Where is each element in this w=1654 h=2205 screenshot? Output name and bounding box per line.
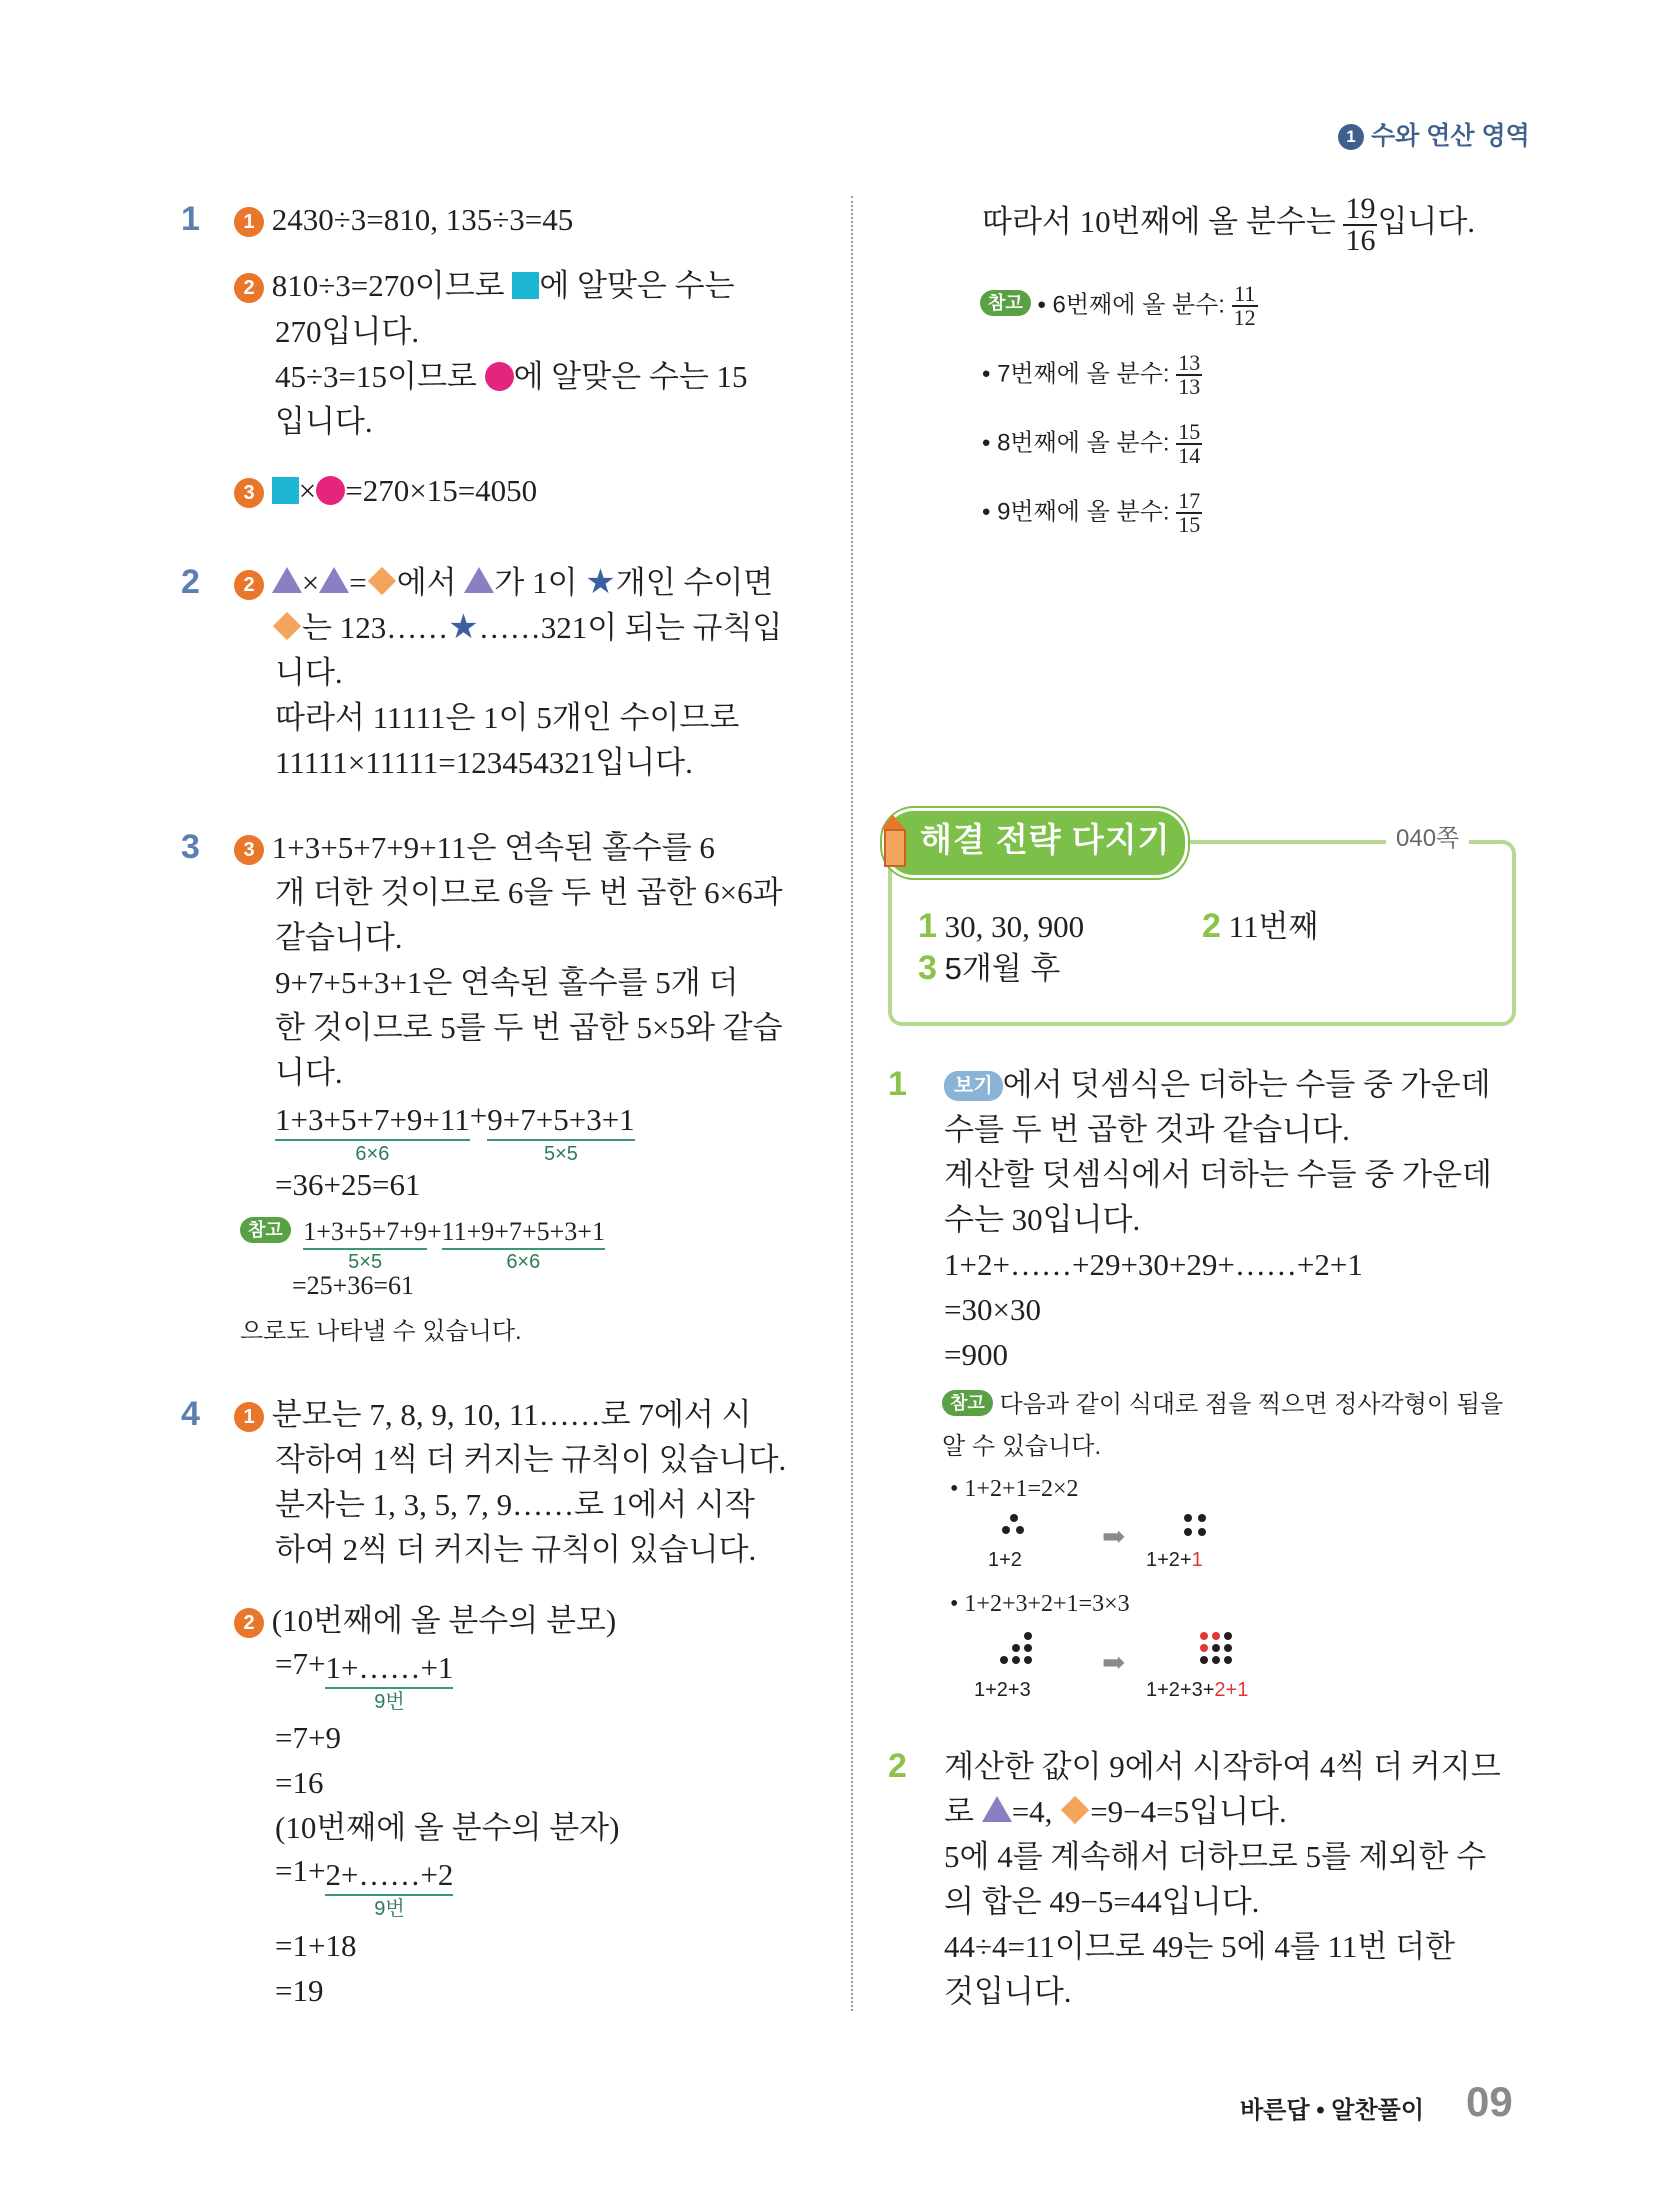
q4-l2-prefix: =7+ <box>275 1646 326 1681</box>
note-fraction <box>1176 352 1202 398</box>
example-badge: 보기 <box>944 1071 1003 1101</box>
step-circle-2: 2 <box>234 273 264 303</box>
conclusion-text-b: 입니다. <box>1377 204 1476 240</box>
q4-step2-line4: =16 <box>275 1765 324 1800</box>
right-question-number-2: 2 <box>888 1747 907 1785</box>
q3-line3: 같습니다. <box>275 920 403 955</box>
q4-s2-l1-text: (10번째에 올 분수의 분모) <box>271 1603 617 1638</box>
note-fraction <box>1176 490 1202 536</box>
question-number-4: 4 <box>181 1395 200 1433</box>
dot-diagram-2-right <box>1198 1630 1238 1670</box>
q1-s2-text-a: 810÷3=270이므로 <box>271 268 513 303</box>
right-note-item-6 <box>980 283 1258 329</box>
column-divider <box>851 196 853 2011</box>
underlined-group-b: 9+7+5+3+1 <box>487 1101 634 1141</box>
note-badge: 참고 <box>942 1390 993 1416</box>
dot-label-black: 1+2+3+ <box>1146 1679 1215 1701</box>
q4-step2-line5: (10번째에 올 분수의 분자) <box>275 1810 620 1845</box>
fraction-numerator: 11 <box>1232 283 1258 307</box>
step-circle-1: 1 <box>234 1402 264 1432</box>
r1-note-line1 <box>942 1385 1503 1425</box>
section-title: 수와 연산 영역 <box>1370 122 1530 150</box>
r1-line2: 수를 두 번 곱한 것과 같습니다. <box>944 1112 1350 1147</box>
fraction-denominator: 12 <box>1233 305 1256 330</box>
q2-line4: 따라서 11111은 1이 5개인 수이므로 <box>275 700 740 735</box>
q1-s3-text: =270×15=4050 <box>345 473 538 508</box>
fraction-denominator: 14 <box>1178 443 1201 468</box>
q4-step1-line1 <box>234 1392 751 1437</box>
underlined-repeat-2: 2+……+2 <box>325 1856 453 1896</box>
r2-line3: 5에 4를 계속해서 더하므로 5를 제외한 수 <box>944 1839 1487 1874</box>
q3-note-end: 으로도 나타낼 수 있습니다. <box>240 1318 522 1345</box>
question-number-3: 3 <box>181 828 200 866</box>
fraction-numerator: 19 <box>1345 192 1376 225</box>
q2-l2-a: 는 123…… <box>302 610 449 645</box>
q4-step2-line2 <box>275 1645 453 1714</box>
r2-line1: 계산한 값이 9에서 시작하여 4씩 더 커지므 <box>944 1749 1501 1784</box>
answer-text: 11번째 <box>1228 909 1319 944</box>
arrow-right-icon: ➡ <box>1102 1648 1126 1679</box>
q2-line1 <box>234 560 773 605</box>
dot-label-1-right <box>1146 1548 1203 1572</box>
dot-label-black: 1+2+ <box>1146 1549 1192 1571</box>
dot-label-2-right <box>1146 1678 1248 1702</box>
note-group-a-sub: 5×5 <box>348 1251 383 1273</box>
dot-label-2-left: 1+2+3 <box>974 1679 1031 1701</box>
right-note-item-9 <box>982 490 1202 536</box>
q2-text-c: 에서 <box>396 565 465 600</box>
page-number: 09 <box>1466 2078 1513 2125</box>
fraction-denominator: 13 <box>1178 374 1201 399</box>
blue-star-icon: ★ <box>585 564 616 601</box>
purple-triangle-icon <box>464 567 494 593</box>
q3-line5: 한 것이므로 5를 두 번 곱한 5×5와 같습 <box>275 1010 783 1045</box>
q4-step1-line4: 하여 2씩 더 커지는 규칙이 있습니다. <box>275 1532 757 1567</box>
right-question-number-1: 1 <box>888 1065 907 1103</box>
cyan-square-icon <box>512 272 539 299</box>
orange-diamond-icon <box>368 567 396 595</box>
strategy-title: 해결 전략 다지기 <box>920 821 1171 858</box>
fraction-numerator: 13 <box>1178 350 1201 375</box>
r2-l2-a: 로 <box>944 1794 982 1829</box>
q1-s2-line2: 270입니다. <box>275 314 420 349</box>
q4-step2-line8: =19 <box>275 1973 324 2008</box>
q3-l1-text: 1+3+5+7+9+11은 연속된 홀수를 6 <box>271 830 715 865</box>
q3-line4: 9+7+5+3+1은 연속된 홀수를 5개 더 <box>275 965 739 1000</box>
fraction-19-16 <box>1343 194 1377 256</box>
fraction-numerator: 17 <box>1178 488 1201 513</box>
purple-triangle-icon <box>319 567 349 593</box>
note-fraction <box>1176 421 1202 467</box>
r2-l2-c: =9−4=5입니다. <box>1090 1794 1287 1829</box>
strategy-answer-3 <box>918 946 1060 991</box>
r2-line4: 의 합은 49−5=44입니다. <box>944 1884 1260 1919</box>
step-circle-1: 1 <box>234 207 264 237</box>
dot-label-1-left: 1+2 <box>988 1549 1022 1571</box>
orange-diamond-icon <box>1061 1796 1089 1824</box>
q1-step1-text: 2430÷3=810, 135÷3=45 <box>271 202 574 237</box>
pink-circle-icon <box>485 362 514 391</box>
note-item-label: • 9번째에 올 분수: <box>982 498 1177 526</box>
underlined-repeat-1: 1+……+1 <box>325 1649 453 1689</box>
cyan-square-icon <box>272 477 299 504</box>
note-item-label: • 6번째에 올 분수: <box>1037 291 1232 319</box>
q4-step2-line7: =1+18 <box>275 1928 357 1963</box>
q1-s2-l3-a: 45÷3=15이므로 <box>275 359 485 394</box>
blue-star-icon: ★ <box>448 609 479 646</box>
step-circle-2: 2 <box>234 1608 264 1638</box>
group-b-sub: 5×5 <box>544 1143 578 1165</box>
section-header <box>1338 116 1530 152</box>
fraction-denominator: 16 <box>1345 224 1376 257</box>
dot-label-red: 2+1 <box>1214 1679 1249 1701</box>
right-note-item-7 <box>982 352 1202 398</box>
fraction-denominator: 15 <box>1178 512 1201 537</box>
q3-note <box>240 1216 605 1274</box>
q3-note-result: =25+36=61 <box>292 1271 414 1300</box>
dot-label-red: 1 <box>1191 1549 1203 1571</box>
r1-line1 <box>944 1062 1491 1107</box>
answer-text: 30, 30, 900 <box>944 909 1085 944</box>
conclusion-text-a: 따라서 10번째에 올 분수는 <box>982 204 1344 240</box>
answer-number: 3 <box>918 949 937 987</box>
group-a-sub: 6×6 <box>355 1143 390 1165</box>
plus-sign: + <box>426 1217 442 1246</box>
purple-triangle-icon <box>982 1796 1012 1822</box>
right-note-item-8 <box>982 421 1202 467</box>
q1-step-1 <box>234 197 573 242</box>
q4-s1-l1-text: 분모는 7, 8, 9, 10, 11……로 7에서 시 <box>271 1397 752 1432</box>
q2-line5: 11111×11111=123454321입니다. <box>275 745 693 780</box>
times-sign: × <box>301 565 320 600</box>
answer-number: 2 <box>1202 907 1221 945</box>
r1-l1-text: 에서 덧셈식은 더하는 수들 중 가운데 <box>1002 1067 1491 1102</box>
q4-l6-prefix: =1+ <box>275 1853 326 1888</box>
q4-step2-line1 <box>234 1598 616 1643</box>
q2-line2 <box>272 605 782 650</box>
q4-step1-line3: 분자는 1, 3, 5, 7, 9……로 1에서 시작 <box>275 1487 755 1522</box>
r2-l2-b: =4, <box>1011 1794 1061 1829</box>
r1-line3: 계산할 덧셈식에서 더하는 수들 중 가운데 <box>944 1157 1492 1192</box>
dot-diagram-2-left <box>998 1630 1038 1670</box>
note-item-label: • 7번째에 올 분수: <box>982 360 1177 388</box>
pink-circle-icon <box>316 476 345 505</box>
r2-line5: 44÷4=11이므로 49는 5에 4를 11번 더한 <box>944 1929 1455 1964</box>
note-item-label: • 8번째에 올 분수: <box>982 429 1177 457</box>
r2-line6: 것입니다. <box>944 1974 1072 2009</box>
purple-triangle-icon <box>272 567 302 593</box>
right-conclusion <box>982 194 1475 256</box>
answer-text: 5개월 후 <box>944 951 1061 986</box>
r1-line5: 1+2+……+29+30+29+……+2+1 <box>944 1247 1363 1282</box>
r1-line4: 수는 30입니다. <box>944 1202 1141 1237</box>
r2-line2 <box>944 1789 1287 1834</box>
house-icon <box>878 815 908 867</box>
arrow-right-icon: ➡ <box>1102 1522 1126 1553</box>
q4-step2-line6 <box>275 1852 453 1921</box>
equals-sign: = <box>349 565 367 600</box>
plus-sign: + <box>469 1098 488 1133</box>
r1-example-2: • 1+2+3+2+1=3×3 <box>950 1591 1130 1617</box>
orange-diamond-icon <box>273 612 301 640</box>
q3-equation <box>275 1097 635 1166</box>
q1-s2-line4: 입니다. <box>275 404 373 439</box>
strategy-page-ref: 040쪽 <box>1386 822 1469 856</box>
question-number-1: 1 <box>181 200 200 238</box>
r1-note-line2: 알 수 있습니다. <box>942 1433 1102 1460</box>
strategy-answer-2 <box>1202 904 1318 949</box>
strategy-answer-1 <box>918 904 1084 949</box>
step-circle-3: 3 <box>234 478 264 508</box>
q1-s2-text-b: 에 알맞은 수는 <box>539 268 735 303</box>
repeat-2-sub: 9번 <box>374 1898 405 1920</box>
r1-example-1: • 1+2+1=2×2 <box>950 1476 1079 1502</box>
q1-s2-line3 <box>275 354 748 399</box>
q3-line6: 니다. <box>275 1055 343 1090</box>
q3-line1 <box>234 825 715 870</box>
note-group-b-sub: 6×6 <box>506 1251 541 1273</box>
times-sign: × <box>298 473 317 508</box>
note-fraction <box>1232 283 1258 329</box>
q3-line2: 개 더한 것이므로 6을 두 번 곱한 6×6과 <box>275 875 783 910</box>
q2-text-e: 개인 수이면 <box>615 565 774 600</box>
dot-diagram-1-right <box>1182 1512 1212 1542</box>
repeat-1-sub: 9번 <box>374 1691 405 1713</box>
q2-text-d: 가 1이 <box>494 565 586 600</box>
footer-label: 바른답 • 알찬풀이 <box>1240 2097 1425 2124</box>
dot-diagram-1-left <box>1000 1512 1030 1542</box>
r1-line6: =30×30 <box>944 1292 1041 1327</box>
q1-step-3 <box>234 468 537 513</box>
q1-s2-l3-b: 에 알맞은 수는 15 <box>513 359 748 394</box>
step-circle-3: 3 <box>234 835 264 865</box>
note-group-b: 11+9+7+5+3+1 <box>442 1216 605 1250</box>
q1-step-2 <box>234 263 735 308</box>
q3-eq-result: =36+25=61 <box>275 1167 421 1202</box>
note-group-a: 1+3+5+7+9 <box>303 1216 427 1250</box>
q2-line3: 니다. <box>275 655 343 690</box>
question-number-2: 2 <box>181 563 200 601</box>
note-badge: 참고 <box>240 1217 291 1243</box>
q2-l2-b: ……321이 되는 규칙입 <box>478 610 783 645</box>
note-badge: 참고 <box>980 290 1031 316</box>
step-circle-2: 2 <box>234 570 264 600</box>
q4-step1-line2: 작하여 1씩 더 커지는 규칙이 있습니다. <box>275 1442 787 1477</box>
q4-step2-line3: =7+9 <box>275 1720 341 1755</box>
r1-line7: =900 <box>944 1337 1008 1372</box>
answer-number: 1 <box>918 907 937 945</box>
underlined-group-a: 1+3+5+7+9+11 <box>275 1101 470 1141</box>
section-circle-number: 1 <box>1338 124 1364 150</box>
r1-note-l1-text: 다음과 같이 식대로 점을 찍으면 정사각형이 됨을 <box>999 1391 1504 1418</box>
fraction-numerator: 15 <box>1178 419 1201 444</box>
